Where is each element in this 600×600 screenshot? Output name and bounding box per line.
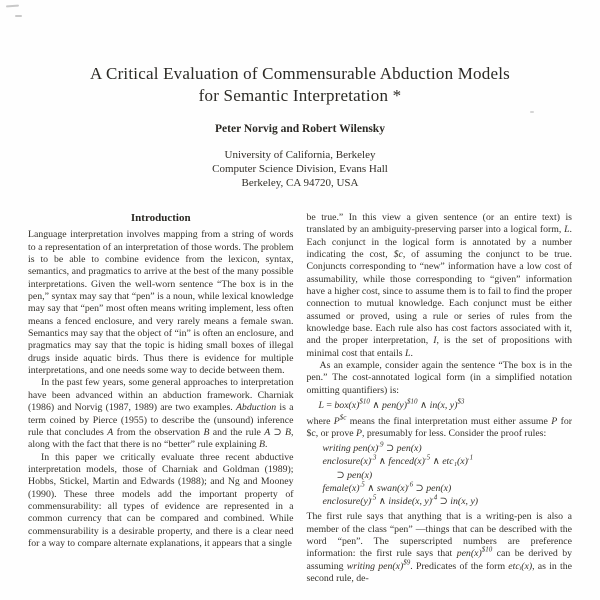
paper-title [0, 63, 600, 107]
left-column [28, 212, 294, 585]
scan-artifact [15, 15, 22, 17]
paragraph: The first rule says that anything that is a writing-pen is also a member of the class “pen” —things that can be described with the word “pen”. The superscripted numbers are preference information: the first rule says that $pen(x)^{\$10}$ can be derived by assuming writing $pen(x)^{\$9}$. Predicates of the form etcᵢ(x), as in the second rule, de- [306, 511, 573, 584]
paragraph: In this paper we critically evaluate three recent abductive interpretation models, those of Charniak and Goldman (1989); Hobbs, Stickel, Martin and Edwards (1988); and Ng and Mooney (1990). These three models add the important property of commensurability: all types of evidence are represented in a common currency that can be compared and combined. While commensurability is a desirable property, and there is a clear need for a way to compare alternate explanations, it appears that a single [28, 451, 294, 549]
proof-rule: $female(x)^{.5}$ ∧ $swan(x)^{.6}$ ⊃ pen(x) [322, 480, 452, 494]
paragraph: where $P^{\$c}$ means the final interpretation must either assume P for $c, or prove P, presumably for less. Consider the proof rules: [306, 413, 572, 439]
paragraph: In the past few years, some general approaches to interpretation have been advanced within an abduction framework. Charniak (1986) and Norvig (1987, 1989) are two examples. Abduction is a term coined by Pierce (1955) to describe the (unsound) inference rule that concludes A from the observation B and the rule A ⊃ B, along with the fact that there is no “better” rule explaining B. [28, 377, 294, 451]
proof-rule-continuation: ⊃ pen(x) [336, 469, 373, 481]
paragraph: be true.” In this view a given sentence (or an entire text) is translated by an ambiguity-preserving parser into a logical form, L. Each conjunct in the logical form is annotated by a number indicating the cost, $c, of assuming the conjunct to be true. Conjuncts corresponding to “new” information have a low cost of assumability, while those corresponding to “given” information have a higher cost, since to assume them is to fail to find the proper connection to mutual knowledge. Each conjunct must be either assumed or proved, using a rule or series of rules from the knowledge base. Each rule also has cost factors associated with it, and the proper interpretation, I, is the set of propositions with minimal cost that entails L. [306, 212, 573, 359]
paper-title-line2: for Semantic Interpretation * [198, 86, 402, 105]
paper-header [0, 0, 600, 190]
affiliation-line: Computer Science Division, Evans Hall [212, 163, 388, 175]
affiliation-line: Berkeley, CA 94720, USA [241, 177, 359, 189]
scan-artifact [530, 111, 534, 113]
proof-rule: $enclosure(y)^{.5}$ ∧ inside(x, y)$^{.4}$ ⊃ in(x, y) [322, 493, 479, 507]
affiliation-line: University of California, Berkeley [224, 149, 376, 161]
proof-rule: $enclosure(x)^{.3}$ ∧ $fenced(x)^{.5}$ ∧ $etc_1(x)^{.1}$ [322, 454, 474, 468]
paragraph: As an example, consider again the sentence “The box is in the pen.” The cost-annotated logical form (in a simplified notation omitting quantifiers) is: [306, 360, 572, 396]
paper-authors: Peter Norvig and Robert Wilensky [215, 123, 385, 135]
paper-title-line1: A Critical Evaluation of Commensurable Abduction Models [90, 64, 510, 83]
two-column-body [0, 212, 600, 585]
proof-rule: writing $pen(x)^{.9}$ ⊃ pen(x) [322, 440, 422, 455]
right-column [307, 212, 573, 585]
proof-rules-block [323, 442, 573, 508]
section-heading-introduction: Introduction [130, 212, 191, 224]
paragraph: Language interpretation involves mapping from a string of words to a representation of an interpretation of those words. The problem is to be able to combine evidence from the lexicon, syntax, semantics, and pragmatics to arrive at the best of the many possible interpretations. Given the well-worn sentence “The box is in the pen,” syntax may say that “pen” is a noun, while lexical knowledge may say that “pen” most often means writing implement, less often means a fenced enclosure, and very rarely means a female swan. Semantics may say that the object of “in” is often an enclosure, and pragmatics may say that the topic is hiding small boxes of illegal drugs inside aquatic birds. Thus there is evidence for multiple interpretations, and one needs some way to decide between them. [28, 229, 294, 377]
logical-form-formula: $L = box(x)^{\$10}$ ∧ $pen(y)^{\$10}$ ∧ in(x, y)$^{\$3}$ [318, 397, 465, 412]
paper-affiliation [0, 148, 600, 190]
